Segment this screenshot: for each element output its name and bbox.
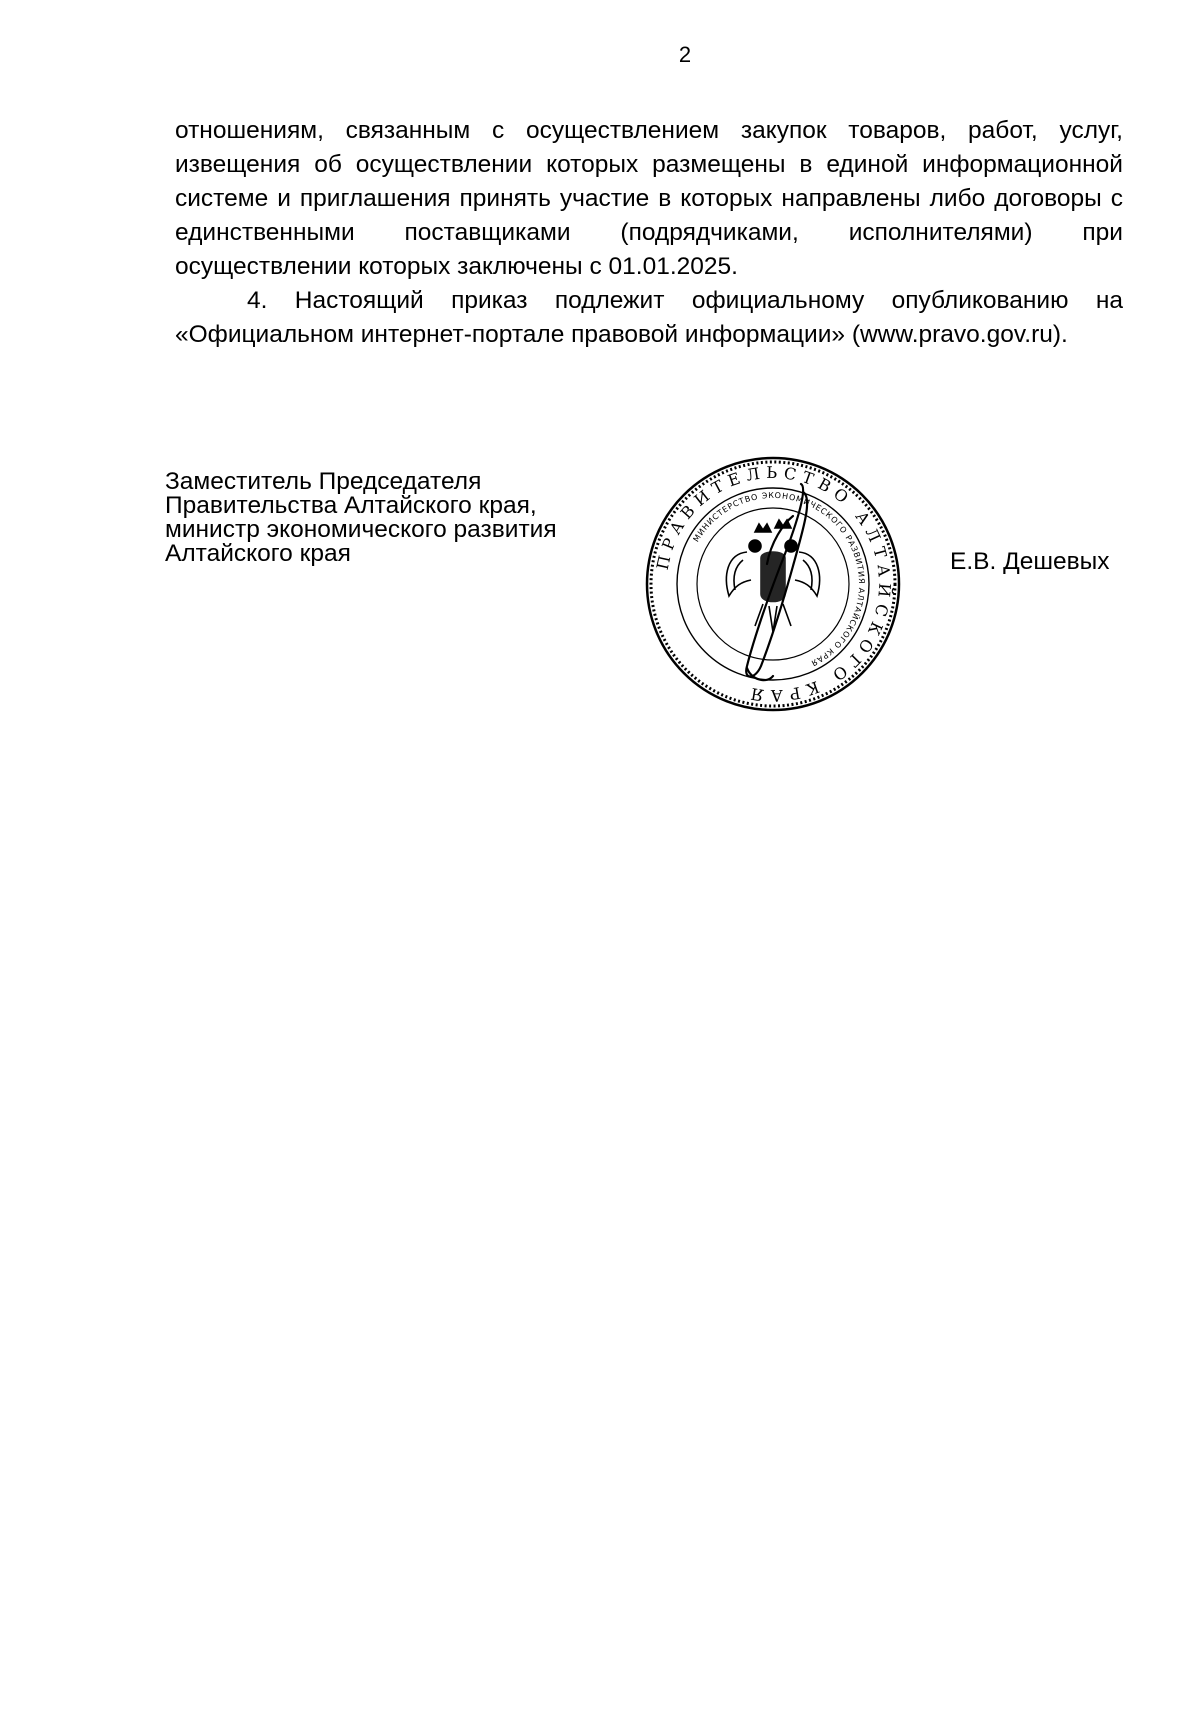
paragraph-publication: 4. Настоящий приказ подлежит официальному опубликованию на «Официальном интернет-портале правовой информации» (www.pravo.gov.ru). bbox=[175, 287, 1123, 348]
page-number: 2 bbox=[678, 42, 692, 67]
eagle-emblem-icon bbox=[726, 520, 819, 632]
seal-inner-text-path: МИНИСТЕРСТВО ЭКОНОМИЧЕСКОГО РАЗВИТИЯ АЛТАЙСКОГО КРАЯ bbox=[691, 490, 867, 668]
signer-title-line: министр экономического развития bbox=[165, 516, 557, 543]
seal-outer-text-path: ПРАВИТЕЛЬСТВО АЛТАЙСКОГО КРАЯ bbox=[652, 462, 895, 706]
signer-title-line: Правительства Алтайского края, bbox=[165, 492, 537, 519]
signer-title-line: Заместитель Председателя bbox=[165, 468, 482, 495]
paragraph-continuation: отношениям, связанным с осуществлением закупок товаров, работ, услуг, извещения об осуществлении которых размещены в единой информационной системе и приглашения принять участие в которых направлены либо договоры с единственными поставщиками (подрядчиками, исполнителями) при осуществлении которых заключены с 01.01.2025. bbox=[175, 117, 1123, 280]
signer-title bbox=[165, 470, 557, 566]
official-seal bbox=[643, 454, 903, 714]
signer-name: Е.В. Дешевых bbox=[950, 548, 1110, 575]
signer-title-line: Алтайского края bbox=[165, 540, 351, 567]
document-body bbox=[175, 114, 1123, 352]
